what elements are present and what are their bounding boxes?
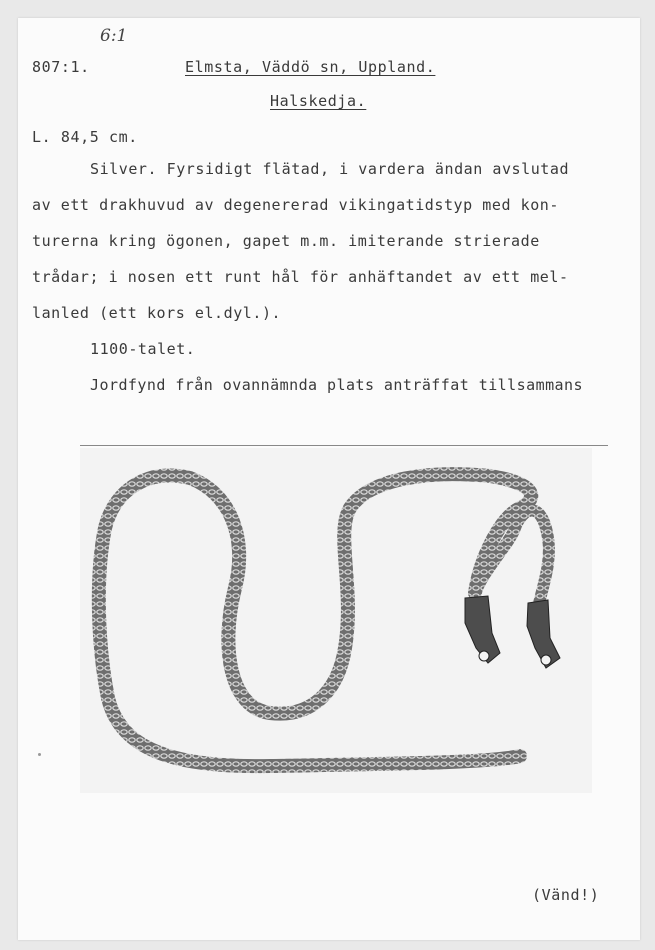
description-line: trådar; i nosen ett runt hål för anhäftandet av ett mel- [32,268,569,286]
smudge [38,753,41,756]
handwritten-number: 6:1 [100,26,128,46]
description-line: Silver. Fyrsidigt flätad, i vardera ändan avslutad [90,160,570,178]
find-context: Jordfynd från ovannämnda plats anträffat tillsammans [90,376,583,394]
photo-top-rule [80,445,608,446]
description-line: lanled (ett kors el.dyl.). [32,304,282,322]
chain-necklace-icon [80,448,592,793]
catalog-number: 807:1. [32,58,90,76]
catalog-card [18,18,640,940]
dating: 1100-talet. [90,340,196,358]
object-name: Halskedja. [270,92,367,110]
necklace-photo [80,448,592,793]
description-line: av ett drakhuvud av degenererad vikingatidstyp med kon- [32,196,559,214]
find-place: Elmsta, Väddö sn, Uppland. [185,58,436,76]
description-line: turerna kring ögonen, gapet m.m. imiterande strierade [32,232,540,250]
turn-note: (Vänd!) [532,886,600,904]
length: L. 84,5 cm. [32,128,138,146]
